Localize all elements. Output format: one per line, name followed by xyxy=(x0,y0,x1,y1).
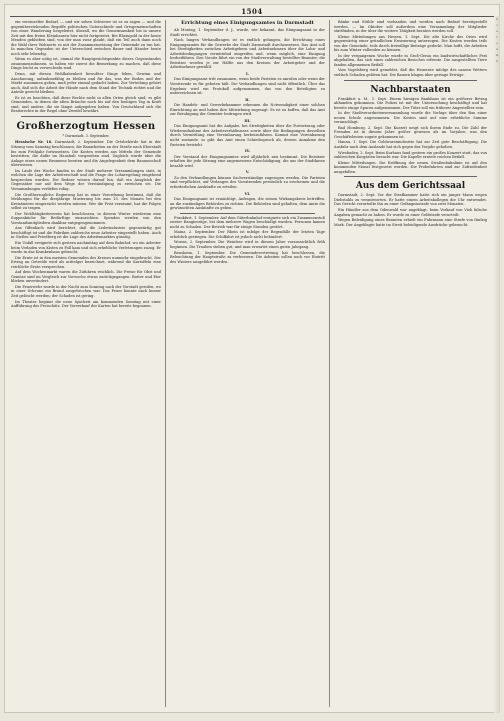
section-heading-grossherzogtum: Großherzogtum Hessen xyxy=(16,120,156,132)
divider xyxy=(344,176,477,177)
article-text: Worms, 2. September. Die Weinlese wird in diesem Jahre voraussichtlich früh beginnen. Die Trauben stehen gut, und man erwartet einen guten Jahrgang. xyxy=(170,240,325,249)
article-text: Das Einigungsamt hat die Aufgabe, bei Streitigkeiten über die Fortsetzung oder Wiederaufnahme des Arbeitsverhältnisses sowie über die Bedingungen desselben durch Vermittlung eine Vereinbarung herbeizuführen. Kommt eine Vereinbarung nicht zustande, so gibt das Amt einen Schiedsspruch ab, dessen Annahme den Parteien freisteht. xyxy=(170,124,325,147)
section-number: II. xyxy=(245,97,250,102)
article-text: Es ist zu beachten, daß diese Rechte nicht in allen Orten gleich sind; es gibt Gemeinden, in denen die alten Bräuche noch bis auf den heutigen Tag in Kraft sind, und andere, die sie längst aufgegeben haben. Von Deutschland sich die Besitzrechte in der Regel ohne Zweifel bewährt. xyxy=(11,95,161,114)
article-text: Ein Händler aus dem Odenwald war angeklagt, beim Verkauf von Vieh falsche Angaben gemacht zu haben. Er wurde zu einer Geldstrafe verurteilt. xyxy=(334,207,487,217)
page-number: 1504 xyxy=(241,7,263,16)
section-number: IV. xyxy=(244,149,251,154)
article-text: Ein Unfall ereignete sich gestern nachmittag auf dem Bahnhof, wo ein Arbeiter beim Verladen von Kisten zu Fall kam und sich erhebliche Verletzungen zuzog. Er wurde in das Krankenhaus gebracht. xyxy=(11,240,161,255)
article-text: Die Großherzogliche Regierung hat in einer Verordnung bestimmt, daß die Meldungen für die diesjährige Musterung bis zum 15. des Monats bei den Kreisämtern eingereicht werden müssen. Wer die Frist versäumt, hat die Folgen selbst zu tragen. xyxy=(11,192,161,211)
article-text: Im Laufe der Woche fanden in der Stadt mehrere Versammlungen statt, in welchen die Lage der Arbeiterschaft und die Frage der Lohnregelung eingehend besprochen wurden. Die Redner wiesen darauf hin, daß ein Ausgleich der Gegensätze nur auf dem Wege der Verständigung zu erreichen sei. Die Versammlungen verliefen ruhig. xyxy=(11,168,161,191)
subheading: Hessische Nr. 16. xyxy=(15,140,53,145)
column-left xyxy=(11,20,161,707)
article-text: Aus Offenbach wird berichtet, daß die Lederindustrie gegenwärtig gut beschäftigt ist und die Fabriken zahlreiche neue Arbeiter eingestellt haben. Auch in Gießen und Friedberg ist die Lage des Arbeitsmarktes günstig. xyxy=(11,226,161,240)
article-text: Bad Homburg, 2. Sept. Die Kurzeit neigt sich ihrem Ende zu. Die Zahl der Fremden ist in diesem Jahre größer gewesen als im Vorjahre, was den Geschäftsleuten zugute gekommen ist. xyxy=(334,125,487,139)
article-text: Frankfurt, 1. September. Auf dem Güterbahnhof ereignete sich ein Zusammenstoß zweier Rangierzüge, bei dem mehrere Wagen beschädigt wurden. Personen kamen nicht zu Schaden. Der Betrieb war für einige Stunden gestört. xyxy=(170,215,325,229)
article-text: In der Stadtverordnetenversammlung wurde die Vorlage über den Bau einer neuen Schule angenommen. Die Kosten sind auf eine erhebliche Summe veranschlagt. xyxy=(334,111,487,125)
section-heading-gerichtssaal: Aus dem Gerichtssaal xyxy=(355,181,466,192)
article-text: Kleine Mitteilungen aus Hessen, 1. Sept. Die alte Kirche des Ortes wird gegenwärtig einer gründlichen Erneuerung unterzogen. Die Kosten werden teils von der Gemeinde, teils durch freiwillige Beiträge gedeckt. Man hofft, die Arbeiten bis zum Winter vollenden zu können. xyxy=(334,34,487,53)
article-text: Das Einigungsamt tritt zusammen, wenn beide Parteien es anrufen oder wenn der Vorsitzende es für geboten hält. Die Verhandlungen sind nicht öffentlich. Über das Ergebnis wird ein Protokoll aufgenommen, das von den Beteiligten zu unterzeichnen ist. xyxy=(170,77,325,96)
article-text: Frankfurt a. M., 1. Sept. Einem hiesigen Bankhaus ist ein größerer Betrag abhanden gekommen. Die Polizei ist mit der Untersuchung beschäftigt und hat bereits einige Spuren aufgenommen. Der Täter soll ein früherer Angestellter sein. xyxy=(334,96,487,110)
article-text: Die Handels- und Gewerbekammer erkennen die Notwendigkeit einer solchen Einrichtung an und haben ihre Mitwirkung zugesagt. Es ist zu hoffen, daß das Amt zur Beruhigung der Gemüter beitragen wird. xyxy=(170,103,325,117)
article-text: Der Vorstand der Einigungsamtes wird alljährlich neu bestimmt. Die Beisitzer erhalten für jede Sitzung eine angemessene Entschädigung, die aus der Stadtkasse bezahlt wird. xyxy=(170,154,325,168)
article-text: Der Wohltätigkeitsverein hat beschlossen, in diesem Winter wiederum eine Suppenküche für Bedürftige einzurichten. Spenden werden von den Vorstandsmitgliedern dankbar entgegengenommen. xyxy=(11,211,161,225)
article-text: Denn, mit diesen Wohlhabenheit bewußter Dinge leben, Gewinn und Anschauung, aufnahmefähig zu bleiben und für das, was der Boden und der Markt zusammen geben, muß jeder einmal gedacht haben. Zur Verteilung gehört auch, daß sich die Arbeit der Hände nach dem Stand der Technik richtet und die Anteile gerecht bleiben. xyxy=(11,72,161,95)
article-heading-errichtung: Errichtung eines Einigungsamtes in Darmstadt xyxy=(181,20,314,26)
top-rule xyxy=(10,16,494,17)
article-text: Auf dem Wochenmarkt waren die Zufuhren reichlich. Die Preise für Obst und Gemüse sind im Vergleich zur Vorwoche etwas zurückgegangen. Butter und Eier blieben unverändert. xyxy=(11,270,161,284)
section-number: VI. xyxy=(244,191,251,196)
section-number: V. xyxy=(245,170,250,175)
article-text: Wenn es aber nötig ist, einmal die Hauptgesichtspunkte dieses Gegenstandes zusammenzufassen, so haben wir zuerst die Bemerkung zu machen, daß diese Dinge leicht zu verwechseln sind. xyxy=(11,57,161,71)
divider xyxy=(21,116,151,117)
section-number: I. xyxy=(246,71,249,76)
article-text: Wegen Beleidigung eines Beamten erhielt ein Fuhrmann eine Strafe von fünfzig Mark. Der Angeklagte hatte im Streit beleidigende Ausdrücke gebraucht. xyxy=(334,218,487,227)
article-text: Das Einigungsamt ist ermächtigt, Anfragen, die seinen Wirkungskreis betreffen, an die zuständigen Behörden zu richten. Die Behörden sind gehalten, dem Amte die gewünschten Auskünfte zu geben. xyxy=(170,197,325,211)
newspaper-page xyxy=(4,4,500,713)
article-text: Ab Montag, 1. September d. J., wurde, wie bekannt, das Einigungsamt in der Stadt errichtet. xyxy=(170,28,325,37)
article-text: Im Theater beginnt die neue Spielzeit am kommenden Sonntag mit einer Aufführung des Freischütz. Der Vorverkauf der Karten hat bereits begonnen. xyxy=(11,299,161,309)
divider xyxy=(344,80,477,81)
article-text: Wiesbaden, 2. Sept. Beim Kurhaus fand gestern ein großes Konzert statt, das von zahlreichen Kurgästen besucht war. Die Kapelle erntete reichen Beifall. xyxy=(334,150,487,160)
article-text: Die Feuerwehr wurde in der Nacht zum Sonntag nach der Vorstadt gerufen, wo in einer Scheune ein Brand ausgebrochen war. Das Feuer konnte nach kurzer Zeit gelöscht werden; der Schaden ist gering. xyxy=(11,284,161,298)
section-heading-nachbarstaaten: Nachbarstaaten xyxy=(370,84,451,95)
article-text: Bänke und Stühle sind vorhanden und werden nach Bedarf bereitgestellt werden. — Im Oktober soll außerdem eine Versammlung der Mitglieder stattfinden, in der über die weitere Tätigkeit beraten werden soll. xyxy=(334,20,487,34)
article-text: Die Ernte ist in den meisten Gemeinden des Kreises nunmehr eingebracht. Der Ertrag an Getreide wird als mittelgut bezeichnet, während die Kartoffeln eine reichliche Ernte versprechen. xyxy=(11,255,161,269)
article-text: In der vergangenen Woche wurde in Groß-Gerau ein landwirtschaftliches Fest abgehalten, das sich eines zahlreichen Besuches erfreute. Die ausgestellten Tiere fanden allgemeinen Beifall. xyxy=(334,53,487,67)
article-text: Zu den Verhandlungen können Sachverständige zugezogen werden. Die Parteien sind verpflichtet, auf Verlangen des Vorsitzenden persönlich zu erscheinen und die erforderlichen Auskünfte zu erteilen. xyxy=(170,175,325,189)
article-text: Kleine Mitteilungen. Die Eröffnung der neuen Straßenbahnlinie ist auf den kommenden Monat festgesetzt worden. Die Probefahrten sind zur Zufriedenheit ausgefallen. xyxy=(334,160,487,174)
column-separator xyxy=(329,20,330,707)
column-right xyxy=(334,20,487,707)
dateline: * Darmstadt, 3. September. xyxy=(62,133,110,138)
article-text: Hessische Nr. 16. Darmstadt, 2. September. Die Ortsbehörde hat in der Sitzung vom Samstag beschlossen, die Bauarbeiten an der Straße nach Eberstadt bis zum Frühjahr fortzusetzen. Die Kosten werden aus Mitteln der Gemeinde bestritten, die dafür im Haushalt vorgesehen sind. Zugleich wurde über die Anlage eines neuen Brunnens beraten und die Angelegenheit dem Bauausschuß überwiesen. xyxy=(11,140,161,168)
article-text: Nach langen Verhandlungen ist es endlich gelungen, die Errichtung eines Einigungsamtes für die Gewerbe der Stadt Darmstadt durchzusetzen. Das Amt soll bei Streitigkeiten zwischen Arbeitgebern und Arbeitnehmern über die Lohn- und Arbeitsbedingungen vermittelnd eingreifen und, wenn möglich, eine Einigung herbeiführen. Den Vorsitz führt ein von der Stadtverwaltung bestellter Beamter; die Beisitzer werden je zur Hälfte aus den Kreisen der Arbeitgeber und der Arbeitnehmer gewählt. xyxy=(170,38,325,70)
article-text: Vom Vogelsberg wird gemeldet, daß die Heuernte infolge des nassen Wetters vielfach Schaden gelitten hat. Die Bauern klagen über geringe Erträge. xyxy=(334,68,487,78)
divider xyxy=(180,213,315,214)
article-text: Bensheim, 1. September. Die Gemeindevertretung hat beschlossen, die Beleuchtung der Hauptstraße zu verbessern. Die Arbeiten sollen noch vor Eintritt des Winters ausgeführt werden. xyxy=(170,250,325,264)
article-text: ein vereinzelter Bedarf, — und wir sehen Schwerer ist es zu sagen — und die gegenüberstehenden Begriffe politischen Unterschiede und Ortsgemeinschaften von einer Wanderung hergeleitet, überall, wo die Gemeinsamkeit bis in unsere Zeit mit den freien Kleinbauern hier nicht fortgesetzt. Bei Rheingold in der heute Menden geblieben sind, von der man zwar glaubt, daß ein Teil auch dann noch die Wahl ihrer Wohnorte es mit der Zusammensetzung der Gemeinde zu tun hat. In manchen Gegenden ist der Unterschied zwischen Bauer und Häusler heute noch sehr lebendig. xyxy=(11,20,161,56)
article-text: Mainz, 2. September. Der Rhein ist infolge der Regenfälle der letzten Tage erheblich gestiegen. Die Schiffahrt ist jedoch nicht behindert. xyxy=(170,230,325,239)
section-number: III. xyxy=(244,118,251,123)
page-edge: n i e r s a m n xyxy=(494,16,500,713)
column-separator xyxy=(165,20,166,707)
article-text: Darmstadt, 2. Sept. Vor der Strafkammer hatte sich ein junger Mann wegen Diebstahls zu verantworten. Er hatte einem Arbeitskollegen die Uhr entwendet. Das Gericht verurteilte ihn zu einer Gefängnisstrafe von zwei Monaten. xyxy=(334,193,487,207)
article-text: Hanau, 1. Sept. Die Goldwarenindustrie hat zur Zeit gute Beschäftigung. Die Ausfuhr nach dem Auslande hat sich gegen das Vorjahr gehoben. xyxy=(334,140,487,150)
column-middle xyxy=(170,20,325,707)
